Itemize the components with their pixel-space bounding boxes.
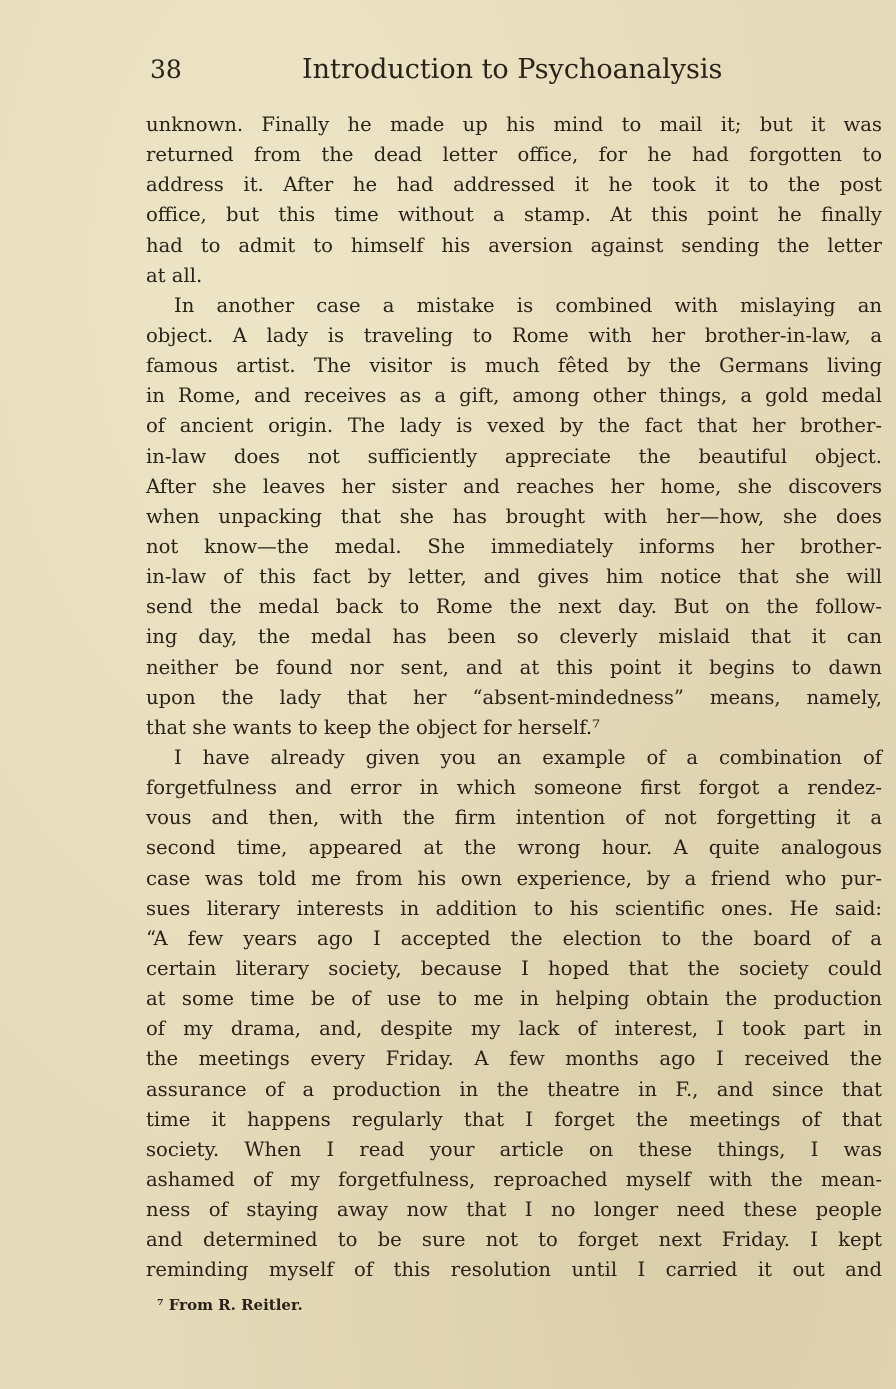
text-line: certain literary society, because I hoped that the society could [146,956,882,980]
text-line: ness of staying away now that I no longer need these people [146,1198,882,1222]
text-line: society. When I read your article on these things, I was [146,1137,882,1161]
text-line: in-law of this fact by letter, and gives him notice that she will [146,565,882,589]
page-header [150,50,880,90]
text-line: unknown. Finally he made up his mind to mail it; but it was [146,113,882,136]
paragraph [146,291,882,743]
body-text [146,110,882,1285]
text-line: sues literary interests in addition to his scientific ones. He said: [146,896,882,920]
text-line: After she leaves her sister and reaches her home, she discovers [146,474,882,498]
text-line: I have already given you an example of a combination of [174,745,882,769]
text-line: second time, appeared at the wrong hour. A quite analogous [146,836,882,860]
text-line: neither be found nor sent, and at this point it begins to dawn [146,655,882,679]
text-line: time it happens regularly that I forget the meetings of that [146,1107,882,1131]
text-line: and determined to be sure not to forget next Friday. I kept [146,1228,882,1252]
text-line: case was told me from his own experience, by a friend who pur- [146,866,882,890]
text-line: ashamed of my forgetfulness, reproached myself with the mean- [146,1167,882,1191]
text-line: in-law does not sufficiently appreciate the beautiful object. [146,444,882,468]
text-line: object. A lady is traveling to Rome with her brother-in-law, a [146,323,882,347]
text-line: vous and then, with the firm intention of not forgetting it a [146,806,882,830]
text-line: forgetfulness and error in which someone first forgot a rendez- [146,776,882,800]
text-line: of my drama, and, despite my lack of interest, I took part in [146,1017,882,1041]
text-line: “A few years ago I accepted the election to the board of a [146,926,882,950]
text-line: reminding myself of this resolution until I carried it out and [146,1258,882,1282]
text-line: the meetings every Friday. A few months ago I received the [146,1047,882,1071]
text-line: not know—the medal. She immediately informs her brother- [146,534,882,558]
text-line: upon the lady that her “absent-mindedness” means, namely, [146,685,882,709]
text-line: In another case a mistake is combined with mislaying an [174,293,882,317]
page-number: 38 [150,55,182,84]
text-line: had to admit to himself his aversion against sending the letter [146,233,882,257]
paragraph [146,110,882,291]
text-line: address it. After he had addressed it he took it to the post [146,173,882,197]
text-line: returned from the dead letter office, for he had forgotten to [146,143,882,167]
text-line: famous artist. The visitor is much fêted by the Germans living [146,354,882,378]
text-line: at all. [146,263,203,287]
text-line: ing day, the medal has been so cleverly mislaid that it can [146,625,882,649]
text-line: at some time be of use to me in helping obtain the production [146,987,882,1011]
footnote: ⁷ From R. Reitler. [157,1296,303,1314]
text-line: of ancient origin. The lady is vexed by the fact that her brother- [146,414,882,438]
text-line: in Rome, and receives as a gift, among other things, a gold medal [146,384,882,408]
paragraph [146,743,882,1286]
text-line: assurance of a production in the theatre in F., and since that [146,1077,882,1101]
text-line: office, but this time without a stamp. At this point he finally [146,203,882,227]
text-line: when unpacking that she has brought with her—how, she does [146,504,882,528]
text-line: send the medal back to Rome the next day. But on the follow- [146,595,882,619]
text-line: that she wants to keep the object for herself.⁷ [146,715,600,739]
running-title: Introduction to Psychoanalysis [302,54,723,85]
